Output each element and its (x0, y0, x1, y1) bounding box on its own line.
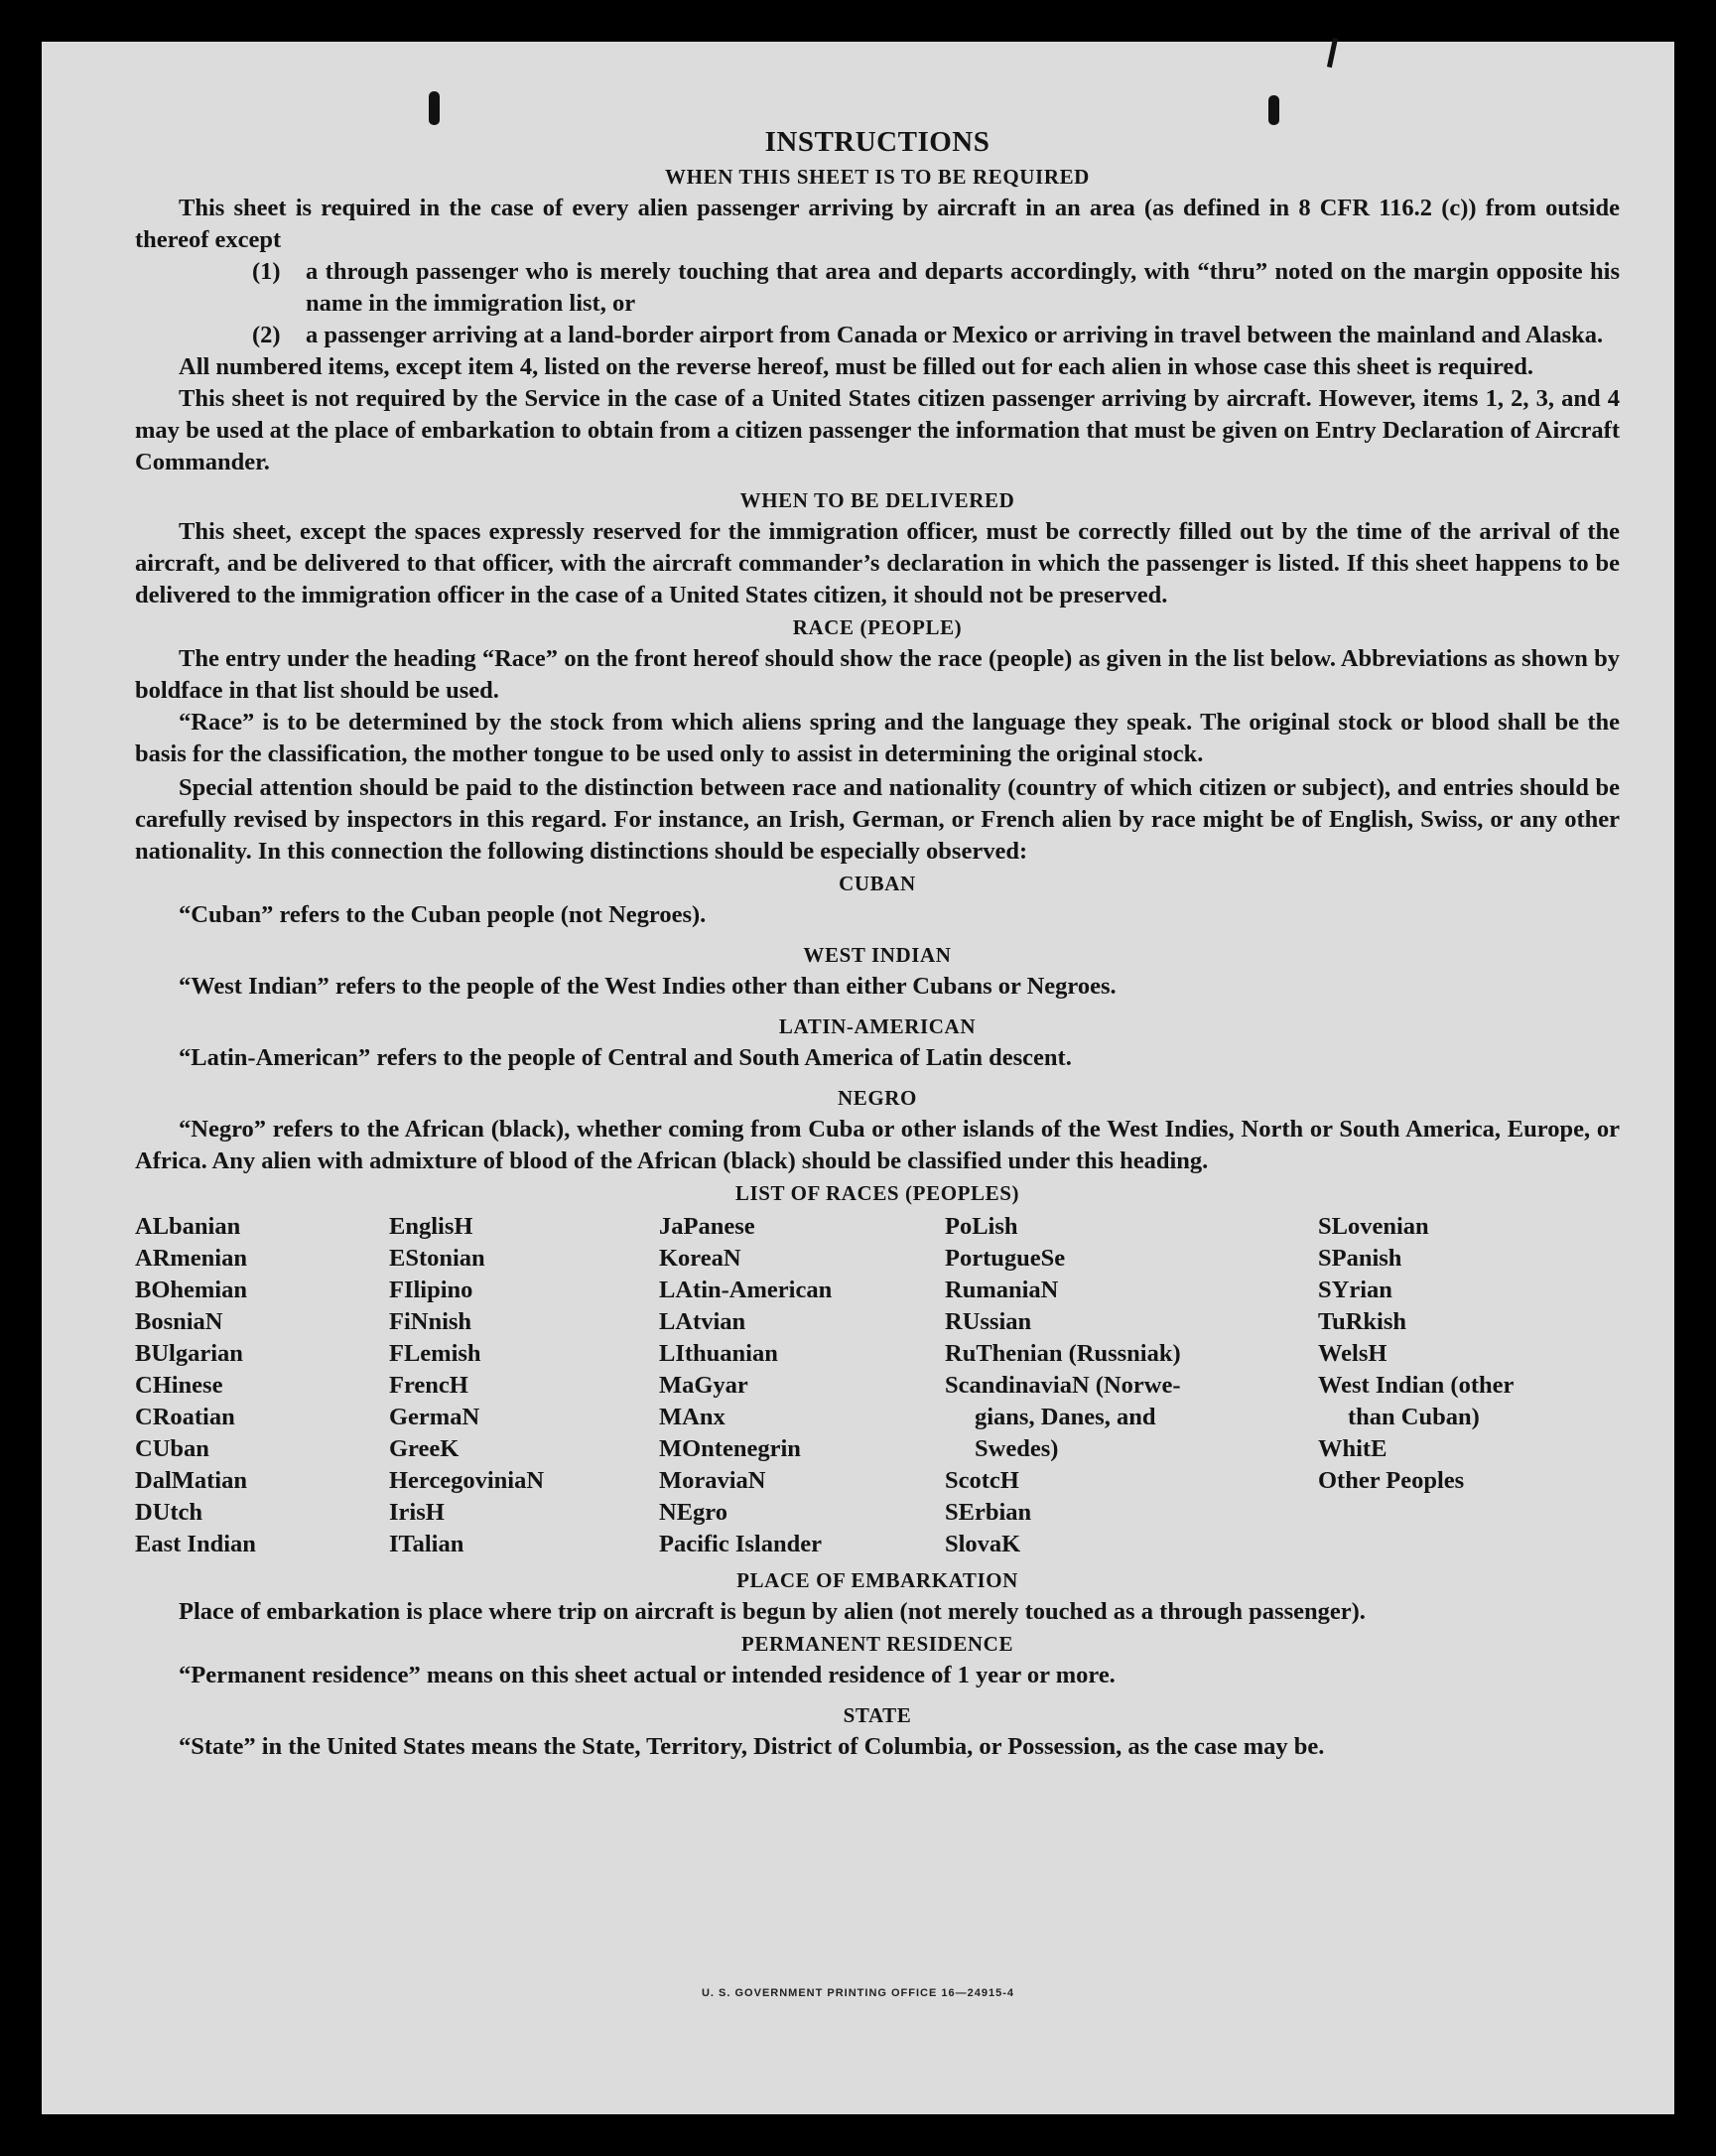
paragraph: This sheet is not required by the Service in the case of a United States citizen passenger arriving by aircraft. However, items 1, 2, 3, and 4 may be used at the place of embarkation to obtain from a citizen passenger the information that must be given on Entry Declaration of Aircraft Commander. (135, 385, 1620, 475)
race-entry: SLovenian (1318, 1213, 1429, 1240)
race-entry: IrisH (389, 1499, 445, 1526)
races-column-2 (389, 1211, 659, 1560)
race-entry: SYrian (1318, 1277, 1392, 1303)
race-entry: LAtvian (659, 1308, 746, 1335)
race-entry: JaPanese (659, 1213, 755, 1240)
race-entry: ARmenian (135, 1245, 247, 1272)
race-entry: FIlipino (389, 1277, 473, 1303)
race-entry: LAtin-American (659, 1277, 833, 1303)
section-heading-race: RACE (PEOPLE) (792, 615, 963, 639)
race-entry: MaGyar (659, 1372, 748, 1399)
paragraph: “Cuban” refers to the Cuban people (not Negroes). (179, 901, 707, 928)
race-entry: CRoatian (135, 1404, 235, 1430)
race-entry: MAnx (659, 1404, 726, 1430)
section-heading-residence: PERMANENT RESIDENCE (740, 1632, 1014, 1656)
paragraph: Place of embarkation is place where trip on aircraft is begun by alien (not merely touched as a through passenger). (179, 1598, 1366, 1625)
race-entry: TuRkish (1318, 1308, 1407, 1335)
race-entry: DUtch (135, 1499, 203, 1526)
race-entry: GreeK (389, 1435, 460, 1462)
race-entry: PortugueSe (945, 1245, 1066, 1272)
race-entry: CHinese (135, 1372, 223, 1399)
race-entry: SErbian (945, 1499, 1032, 1526)
race-entry: ScandinaviaN (Norwe- (945, 1372, 1181, 1399)
instructions-content (135, 123, 1620, 1763)
race-entry: ITalian (389, 1531, 464, 1557)
races-column-3 (659, 1211, 945, 1560)
race-entry: GermaN (389, 1404, 480, 1430)
race-entry: ScotcH (945, 1467, 1019, 1494)
race-entry: ALbanian (135, 1213, 241, 1240)
section-heading-cuban: CUBAN (839, 872, 916, 895)
race-entry: West Indian (other (1318, 1372, 1515, 1399)
list-item (252, 256, 1620, 320)
race-entry-continued: than Cuban) (1348, 1404, 1480, 1430)
race-entry: EStonian (389, 1245, 485, 1272)
race-entry: BUlgarian (135, 1340, 243, 1367)
paragraph: “State” in the United States means the State, Territory, District of Columbia, or Possession, as the case may be. (179, 1733, 1325, 1760)
races-column-5 (1318, 1211, 1620, 1560)
item-text: a passenger arriving at a land-border airport from Canada or Mexico or arriving in travel between the mainland and Alaska. (306, 322, 1604, 348)
section-heading-embarkation: PLACE OF EMBARKATION (736, 1568, 1018, 1592)
race-entry: East Indian (135, 1531, 256, 1557)
race-entry: FLemish (389, 1340, 481, 1367)
race-entry: CUban (135, 1435, 209, 1462)
race-entry: Pacific Islander (659, 1531, 822, 1557)
paragraph: All numbered items, except item 4, listed on the reverse hereof, must be filled out for each alien in whose case this sheet is required. (179, 353, 1534, 380)
race-entry: BOhemian (135, 1277, 247, 1303)
list-item (252, 320, 1620, 351)
section-heading-list-of-races: LIST OF RACES (PEOPLES) (734, 1181, 1020, 1205)
race-entry-continued: gians, Danes, and (975, 1404, 1156, 1430)
page-title: INSTRUCTIONS (764, 126, 990, 158)
item-number: (1) (252, 258, 281, 285)
race-entry: NEgro (659, 1499, 727, 1526)
races-column-4 (945, 1211, 1318, 1560)
race-entry: RUssian (945, 1308, 1032, 1335)
scan-mark (429, 91, 440, 125)
paragraph: Special attention should be paid to the distinction between race and nationality (country of which citizen or subject), and entries should be carefully revised by inspectors in this regard. For instance, an Irish, German, or French alien by race might be of English, Swiss, or any other nationality. In this connection the following distinctions should be especially observed: (135, 774, 1620, 865)
race-entry: SPanish (1318, 1245, 1402, 1272)
document-sheet (42, 42, 1674, 2114)
paragraph: “Latin-American” refers to the people of Central and South America of Latin descent. (179, 1044, 1072, 1071)
paragraph: “Race” is to be determined by the stock from which aliens spring and the language they speak. The original stock or blood shall be the basis for the classification, the mother tongue to be used only to assist in determining the original stock. (135, 709, 1620, 767)
race-entry: PoLish (945, 1213, 1018, 1240)
paragraph: “Permanent residence” means on this sheet actual or intended residence of 1 year or more. (179, 1662, 1116, 1688)
race-entry: EnglisH (389, 1213, 473, 1240)
races-list (135, 1211, 1620, 1560)
race-entry: MOntenegrin (659, 1435, 801, 1462)
race-entry: KoreaN (659, 1245, 741, 1272)
race-entry: WhitE (1318, 1435, 1387, 1462)
section-heading-delivered: WHEN TO BE DELIVERED (739, 488, 1015, 512)
paragraph: This sheet is required in the case of every alien passenger arriving by aircraft in an area (as defined in 8 CFR 116.2 (c)) from outside thereof except (135, 195, 1620, 253)
paragraph: “Negro” refers to the African (black), whether coming from Cuba or other islands of the West Indies, North or South America, Europe, or Africa. Any alien with admixture of blood of the African (black) should be classified under this heading. (135, 1116, 1620, 1174)
race-entry: FrencH (389, 1372, 468, 1399)
race-entry: DalMatian (135, 1467, 247, 1494)
race-entry: RumaniaN (945, 1277, 1059, 1303)
section-heading-west-indian: WEST INDIAN (803, 943, 952, 967)
section-heading-required: WHEN THIS SHEET IS TO BE REQUIRED (665, 165, 1090, 189)
printing-office-footer: U. S. GOVERNMENT PRINTING OFFICE 16—24915-4 (701, 1987, 1014, 1999)
races-column-1 (135, 1211, 389, 1560)
race-entry: LIthuanian (659, 1340, 778, 1367)
race-entry: MoraviaN (659, 1467, 766, 1494)
race-entry: FiNnish (389, 1308, 472, 1335)
race-entry-continued: Swedes) (975, 1435, 1059, 1462)
race-entry: SlovaK (945, 1531, 1021, 1557)
section-heading-state: STATE (843, 1703, 912, 1727)
race-entry: Other Peoples (1318, 1467, 1465, 1494)
section-heading-negro: NEGRO (837, 1086, 917, 1110)
race-entry: BosniaN (135, 1308, 223, 1335)
race-entry: RuThenian (Russniak) (945, 1340, 1181, 1367)
scan-mark (1327, 38, 1338, 67)
scan-mark (1268, 95, 1279, 125)
section-heading-latin-american: LATIN-AMERICAN (778, 1014, 977, 1038)
paragraph: “West Indian” refers to the people of the West Indies other than either Cubans or Negroes. (179, 973, 1117, 1000)
item-text: a through passenger who is merely touching that area and departs accordingly, with “thru” noted on the margin opposite his name in the immigration list, or (306, 258, 1620, 317)
paragraph: This sheet, except the spaces expressly reserved for the immigration officer, must be correctly filled out by the time of the arrival of the aircraft, and be delivered to that officer, with the aircraft commander’s declaration in which the passenger is listed. If this sheet happens to be delivered to the immigration officer in the case of a United States citizen, it should not be preserved. (135, 518, 1620, 608)
paragraph: The entry under the heading “Race” on the front hereof should show the race (people) as given in the list below. Abbreviations as shown by boldface in that list should be used. (135, 645, 1620, 704)
race-entry: HercegoviniaN (389, 1467, 545, 1494)
race-entry: WelsH (1318, 1340, 1387, 1367)
item-number: (2) (252, 322, 281, 348)
